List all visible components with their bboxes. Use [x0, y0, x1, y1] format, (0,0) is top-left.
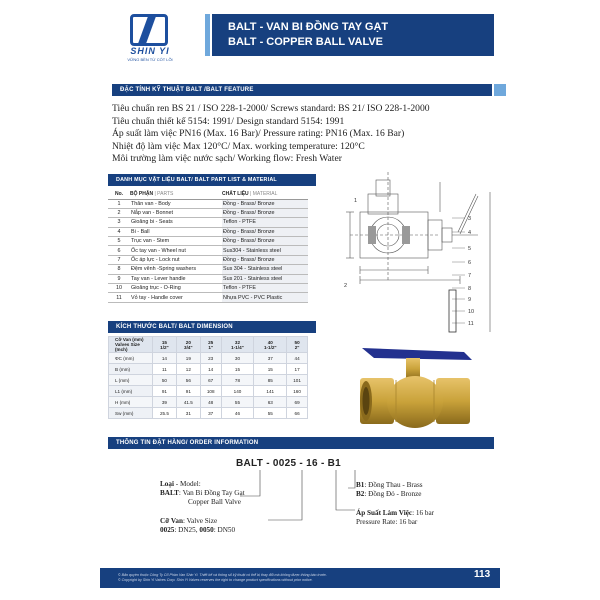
title-accent [205, 14, 210, 56]
table-row: 11 Vỏ tay - Handle cover Nhựa PVC - PVC Plastic [108, 293, 308, 302]
feature-line: Tiêu chuẩn thiết kế 5154: 1991/ Design standard 5154: 1991 [112, 115, 345, 127]
table-row: H (mm) 39 41.5 48 55 63 69 [109, 397, 308, 408]
table-row: 8 Đệm vênh -Spring washers Sus 304 - Stainless steel [108, 265, 308, 274]
footer-copyright: © Bản quyền thuộc Công Ty Cổ Phần Van Shin Yi. Thiết kế và thông số kỹ thuật có thể bị thay đổi mà không được thông báo trước. © Copyright by Shin Yi Valves Corp. Shin Yi Valves reserves the right to change product specifications without prior notice. [118, 573, 327, 582]
feature-list [112, 103, 492, 166]
parts-col-no: No. [108, 190, 130, 199]
order-code: BALT - 0025 - 16 - B1 [236, 458, 342, 469]
table-row: 2 Nắp van - Bonnet Đồng - Brass/ Bronze [108, 208, 308, 217]
dimension-table [108, 336, 308, 419]
callout-4: 4 [468, 230, 472, 236]
callout-5: 5 [468, 246, 472, 252]
callout-8: 8 [468, 286, 472, 292]
title-en: BALT - COPPER BALL VALVE [228, 36, 384, 48]
feature-line: Nhiệt độ làm việc Max 120°C/ Max. working temperature: 120°C [112, 140, 365, 152]
feature-heading: ĐẶC TÍNH KỸ THUẬT BALT /BALT FEATURE [112, 84, 492, 96]
callout-3: 3 [468, 216, 472, 222]
table-row: L1 (mm) 91 91 108 140 141 160 [109, 386, 308, 397]
order-material-info: B1: Đồng Thau - Brass B2: Đồng Đỏ - Bronze [356, 481, 423, 498]
parts-header-row [108, 190, 308, 199]
order-pressure-info: Áp Suất Làm Việc: 16 bar Pressure Rate: 16 bar [356, 509, 435, 526]
valve-technical-drawing [340, 172, 500, 342]
table-row: 5 Trục van - Stem Đồng - Brass/ Bronze [108, 237, 308, 246]
table-row: 1 Thân van - Body Đồng - Brass/ Bronze [108, 199, 308, 208]
table-row: L (mm) 50 56 67 78 85 101 [109, 375, 308, 386]
feature-heading-accent [494, 84, 506, 96]
order-heading: THÔNG TIN ĐẶT HÀNG/ ORDER INFORMATION [108, 437, 494, 449]
table-row: 3 Gioăng bi - Seats Teflon - PTFE [108, 218, 308, 227]
brand-name: SHIN YI [130, 46, 170, 56]
title-vi: BALT - VAN BI ĐỒNG TAY GẠT [228, 21, 389, 33]
table-row: 9 Tay van - Lever handle Sus 201 - Stainless steel [108, 274, 308, 283]
dimension-heading: KÍCH THƯỚC BALT/ BALT DIMENSION [108, 321, 316, 333]
table-row: 4 Bi - Ball Đồng - Brass/ Bronze [108, 227, 308, 236]
table-row: 10 Gioăng trục - O-Ring Teflon - PTFE [108, 284, 308, 293]
table-row: 7 Ốc áp lực - Lock nut Đồng - Brass/ Bronze [108, 255, 308, 264]
brand-logo-icon [130, 14, 168, 46]
feature-line: Môi trường làm việc nước sạch/ Working flow: Fresh Water [112, 153, 342, 164]
callout-2: 2 [344, 283, 348, 289]
feature-line: Tiêu chuẩn ren BS 21 / ISO 228-1-2000/ Screws standard: BS 21/ ISO 228-1-2000 [112, 103, 430, 114]
parts-table [108, 190, 308, 303]
table-row: 6 Ốc tay van - Wheel nut Sus304 - Stainless steel [108, 246, 308, 255]
callout-9: 9 [468, 297, 472, 303]
dimension-header-row: Cỡ Van (mm) Valves Size (Inch) 15 1/2" 20 3/4" 25 1" 32 1-1/4" 40 1-1/2" 50 2" [109, 337, 308, 353]
table-row: Sw (mm) 25.5 31 37 46 55 66 [109, 408, 308, 419]
table-row: ΦC (mm) 14 19 23 30 37 44 [109, 353, 308, 364]
title-bar [212, 14, 494, 56]
parts-heading: DANH MỤC VẬT LIỆU BALT/ BALT PART LIST & MATERIAL [108, 174, 316, 186]
parts-col-part: BỘ PHẬN | PARTS [130, 190, 222, 199]
parts-col-material: CHẤT LIỆU | MATERIAL [222, 190, 308, 199]
callout-7: 7 [468, 273, 472, 279]
valve-product-photo [352, 330, 482, 440]
callout-10: 10 [468, 309, 475, 315]
page-number: 113 [474, 569, 491, 580]
feature-line: Áp suất làm việc PN16 (Max. 16 Bar)/ Pressure rating: PN16 (Max. 16 Bar) [112, 128, 405, 139]
brand-slogan: VỮNG BỀN TỪ CỐT LÕI [127, 57, 173, 62]
callout-1: 1 [354, 198, 358, 204]
callout-11: 11 [468, 321, 474, 327]
table-row: B (mm) 11 12 14 15 15 17 [109, 364, 308, 375]
callout-6: 6 [468, 260, 472, 266]
order-model-info: Loại - Model: BALT: Van Bi Đồng Tay Gạt Copper Ball Valve [160, 480, 245, 506]
order-size-info: Cỡ Van: Valve Size 0025: DN25, 0050: DN50 [160, 517, 236, 534]
